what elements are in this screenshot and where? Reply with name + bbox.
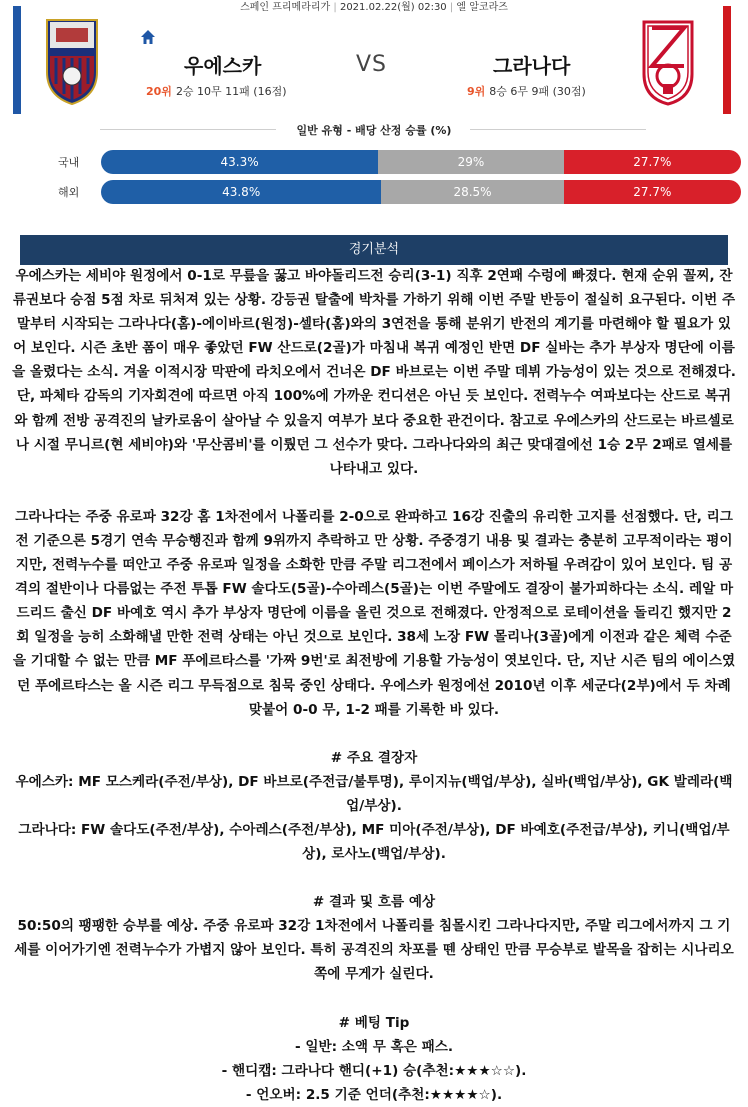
- odds-row-label: 국내: [58, 156, 80, 169]
- home-color-stripe: [13, 6, 21, 114]
- away-win-segment: 27.7%: [564, 180, 741, 204]
- forecast-text: 50:50의 팽팽한 승부를 예상. 주중 유로파 32강 1차전에서 나폴리를 침몰시킨 그라나다지만, 주말 리그에서까지 그 기세를 이어가기엔 전력누수가 가볍지 않아 보인다. 특히 공격진의 차포를 뗀 상태인 만큼 무승부로 발목을 잡히는 시나리오 쪽에 무게가 실린다.: [14, 918, 734, 983]
- away-team-name: 그라나다: [493, 54, 571, 78]
- forecast-title: # 결과 및 흐름 예상: [312, 894, 436, 911]
- analysis-header: 경기분석: [20, 235, 728, 265]
- analysis-paragraph-home: 우에스카는 세비야 원정에서 0-1로 무릎을 꿇고 바야돌리드전 승리(3-1) 직후 2연패 수렁에 빠졌다. 현재 순위 꼴찌, 잔류권보다 승점 5점 차로 뒤처져 있는 상황. 강등권 탈출에 박차를 가하기 위해 이번 주말 반등이 절실히 요구된다. 이번 주말부터 시작되는 그라나다(홈)-에이바르(원정)-셀타(홈)와의 3연전을 통해 분위기 반전의 계기를 마련해야 할 필요가 있어 보인다. 시즌 초반 폼이 매우 좋았던 FW 산드로(2골)가 마침내 복귀 예정인 반면 DF 실바는 추가 부상자 명단에 이름을 올렸다는 소식. 겨울 이적시장 막판에 라치오에서 건너온 DF 바브로는 이번 주말 데뷔 가능성이 있는 것으로 전해졌다. 단, 파체타 감독의 기자회견에 따르면 아직 100%에 가까운 컨디션은 아닌 듯 보인다. 전력누수 여파보다는 산드로 복귀와 함께 전방 공격진의 날카로움이 살아날 수 있을지 여부가 보다 중요한 관건이다. 참고로 우에스카의 산드로는 바르셀로나 시절 무니르(현 세비야)와 '무산콤비'를 이뤘던 그 선수가 맞다. 그라나다와의 최근 맞대결에선 1승 2무 2패로 열세를 나타내고 있다.: [12, 268, 736, 477]
- away-rank: 9위: [467, 85, 486, 98]
- away-record-text: 8승 6무 9패 (30점): [489, 85, 586, 98]
- tip-general: - 일반: 소액 무 혹은 패스.: [294, 1038, 454, 1055]
- away-win-segment: 27.7%: [564, 150, 741, 174]
- league-name: 스페인 프리메라리가: [240, 2, 331, 13]
- match-datetime: 2021.02.22(월) 02:30: [339, 2, 447, 13]
- home-team-name: 우에스카: [184, 54, 262, 78]
- odds-bar: [101, 180, 741, 204]
- tip-handicap: - 핸디캡: 그라나다 핸디(+1) 승(추천:★★★☆☆).: [221, 1062, 527, 1079]
- draw-segment: 29%: [378, 150, 564, 174]
- divider-right: [470, 129, 646, 130]
- odds-row-label: 해외: [58, 186, 80, 199]
- vs-label: VS: [356, 52, 388, 77]
- odds-row-domestic: [58, 150, 738, 174]
- absent-title: # 주요 결장자: [330, 749, 418, 766]
- huesca-crest: [44, 14, 100, 106]
- home-rank: 20위: [146, 85, 172, 98]
- odds-bar: [101, 150, 741, 174]
- tip-title: # 베팅 Tip: [338, 1014, 410, 1031]
- match-info-bar: 스페인 프리메라리가 | 2021.02.22(월) 02:30 | 엘 알코라즈: [240, 2, 508, 13]
- absent-home: 우에스카: MF 모스케라(주전/부상), DF 바브로(주전급/불투명), 루이지뉴(백업/부상), 실바(백업/부상), GK 발레라(백업/부상).: [15, 773, 733, 814]
- home-win-segment: 43.8%: [101, 180, 381, 204]
- venue-name: 엘 알코라즈: [456, 2, 508, 13]
- analysis-body: [12, 264, 736, 1107]
- home-win-segment: 43.3%: [101, 150, 378, 174]
- odds-title: 일반 유형 - 배당 산정 승률 (%): [296, 124, 452, 137]
- home-icon[interactable]: [139, 28, 157, 46]
- draw-segment: 28.5%: [381, 180, 563, 204]
- analysis-paragraph-away: 그라나다는 주중 유로파 32강 홈 1차전에서 나폴리를 2-0으로 완파하고 16강 진출의 유리한 고지를 선점했다. 단, 리그전 기준으론 5경기 연속 무승행진과 함께 9위까지 추락하고 만 상황. 주중경기 내용 및 결과는 충분히 고무적이라는 평이지만, 전력누수를 떠안고 주중 유로파 일정을 소화한 만큼 주말 리그전에서 페이스가 저하될 우려감이 있어 보인다. 팀 공격의 절반이나 다름없는 주전 투톱 FW 솔다도(5골)-수아레스(5골)는 이번 주말에도 결장이 불가피하다는 소식. 레알 마드리드 출신 DF 바예호 역시 추가 부상자 명단에 이름을 올린 것으로 전해졌다. 안정적으로 로테이션을 돌리긴 했지만 2회 일정을 능히 소화해낼 만한 전력 상태는 아닌 것으로 보인다. 38세 노장 FW 몰리나(3골)에게 이전과 같은 체력 수준을 기대할 수 없는 만큼 MF 푸에르타스를 '가짜 9번'로 최전방에 기용할 가능성이 엿보인다. 단, 지난 시즌 팀의 에이스였던 푸에르타스는 올 시즌 리그 무득점으로 침묵 중인 상태다. 우에스카 원정에선 2010년 이후 세군다(2부)에서 두 차례 맞붙어 0-0 무, 1-2 패를 기록한 바 있다.: [12, 508, 736, 718]
- home-record: [146, 83, 287, 99]
- odds-row-overseas: [58, 180, 738, 204]
- away-record: [467, 83, 586, 99]
- home-record-text: 2승 10무 11패 (16점): [175, 85, 287, 98]
- tip-overunder: - 언오버: 2.5 기준 언더(추천:★★★★☆).: [245, 1086, 503, 1103]
- absent-away: 그라나다: FW 솔다도(주전/부상), 수아레스(주전/부상), MF 미아(주전/부상), DF 바예호(주전급/부상), 키니(백업/부상), 로사노(백업/부상).: [18, 821, 730, 863]
- granada-crest: [640, 18, 696, 106]
- away-color-stripe: [723, 6, 731, 114]
